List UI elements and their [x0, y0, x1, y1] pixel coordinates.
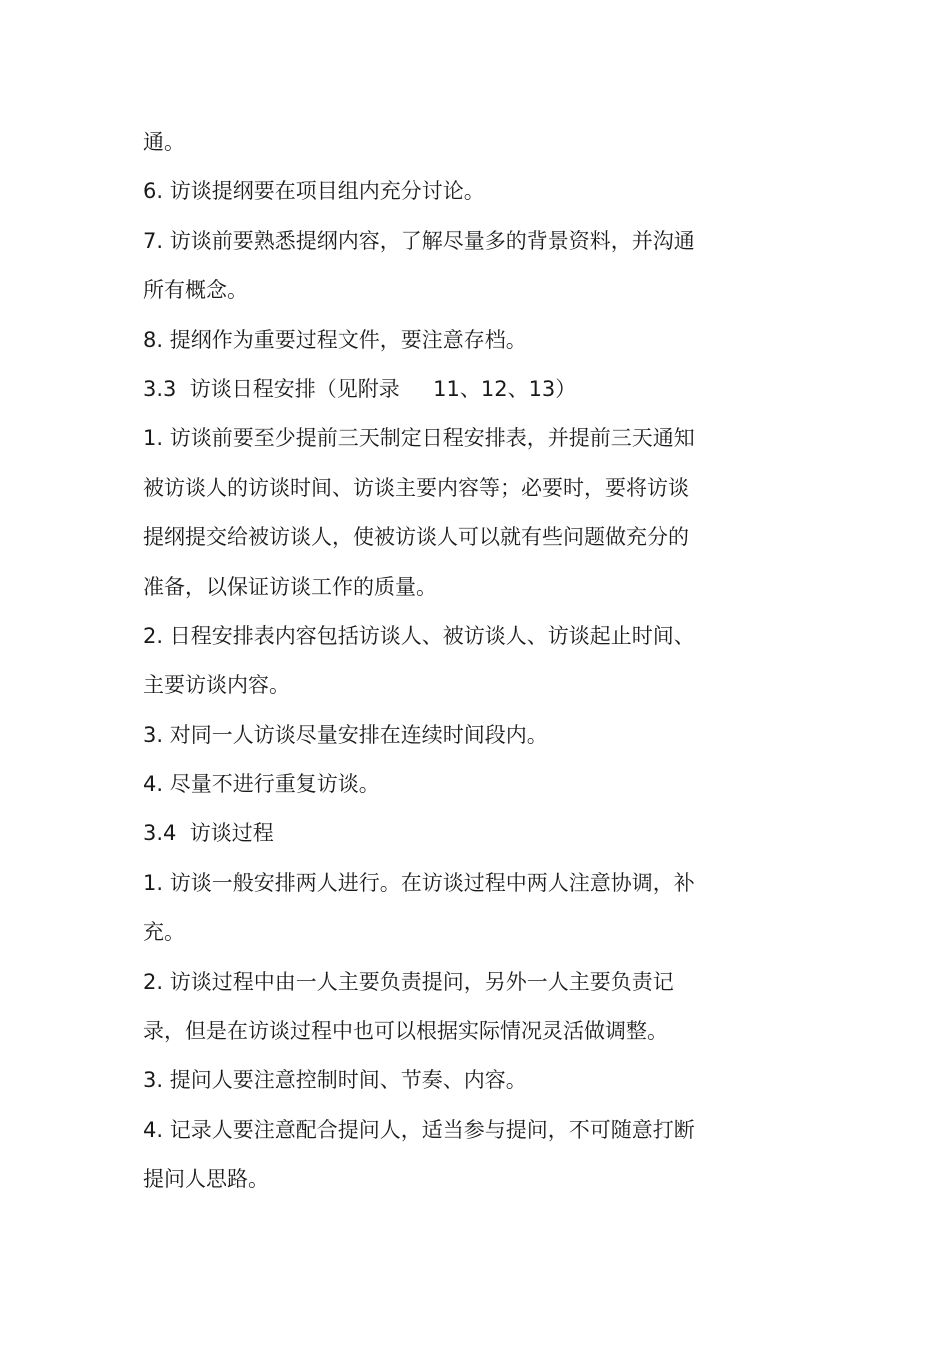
text-line: 被访谈人的访谈时间、访谈主要内容等；必要时，要将访谈	[143, 475, 689, 500]
text-line: 4. 记录人要注意配合提问人，适当参与提问，不可随意打断	[143, 1117, 695, 1142]
text-line: 2. 日程安排表内容包括访谈人、被访谈人、访谈起止时间、	[143, 623, 695, 648]
text-line: 准备，以保证访谈工作的质量。	[143, 574, 437, 599]
text-line: 录，但是在访谈过程中也可以根据实际情况灵活做调整。	[143, 1019, 668, 1044]
text-line: 主要访谈内容。	[143, 673, 290, 698]
section-heading: 3.4 访谈过程	[143, 821, 274, 846]
text-line: 通。	[143, 130, 185, 154]
text-line: 充。	[143, 920, 185, 945]
text-line: 4. 尽量不进行重复访谈。	[143, 772, 380, 797]
text-line: 提问人思路。	[143, 1167, 269, 1192]
section-heading: 3.3 访谈日程安排（见附录 11、12、13）	[143, 376, 577, 401]
document-body	[143, 118, 753, 1205]
text-line: 1. 访谈一般安排两人进行。在访谈过程中两人注意协调，补	[143, 870, 695, 895]
text-line: 所有概念。	[143, 278, 248, 303]
text-line: 8. 提纲作为重要过程文件，要注意存档。	[143, 327, 527, 352]
text-line: 7. 访谈前要熟悉提纲内容，了解尽量多的背景资料，并沟通	[143, 228, 695, 253]
text-line: 6. 访谈提纲要在项目组内充分讨论。	[143, 179, 485, 204]
text-line: 提纲提交给被访谈人，使被访谈人可以就有些问题做充分的	[143, 525, 689, 550]
text-line: 2. 访谈过程中由一人主要负责提问，另外一人主要负责记	[143, 969, 674, 994]
text-line: 1. 访谈前要至少提前三天制定日程安排表，并提前三天通知	[143, 426, 695, 451]
text-line: 3. 提问人要注意控制时间、节奏、内容。	[143, 1068, 527, 1093]
text-line: 3. 对同一人访谈尽量安排在连续时间段内。	[143, 722, 548, 747]
